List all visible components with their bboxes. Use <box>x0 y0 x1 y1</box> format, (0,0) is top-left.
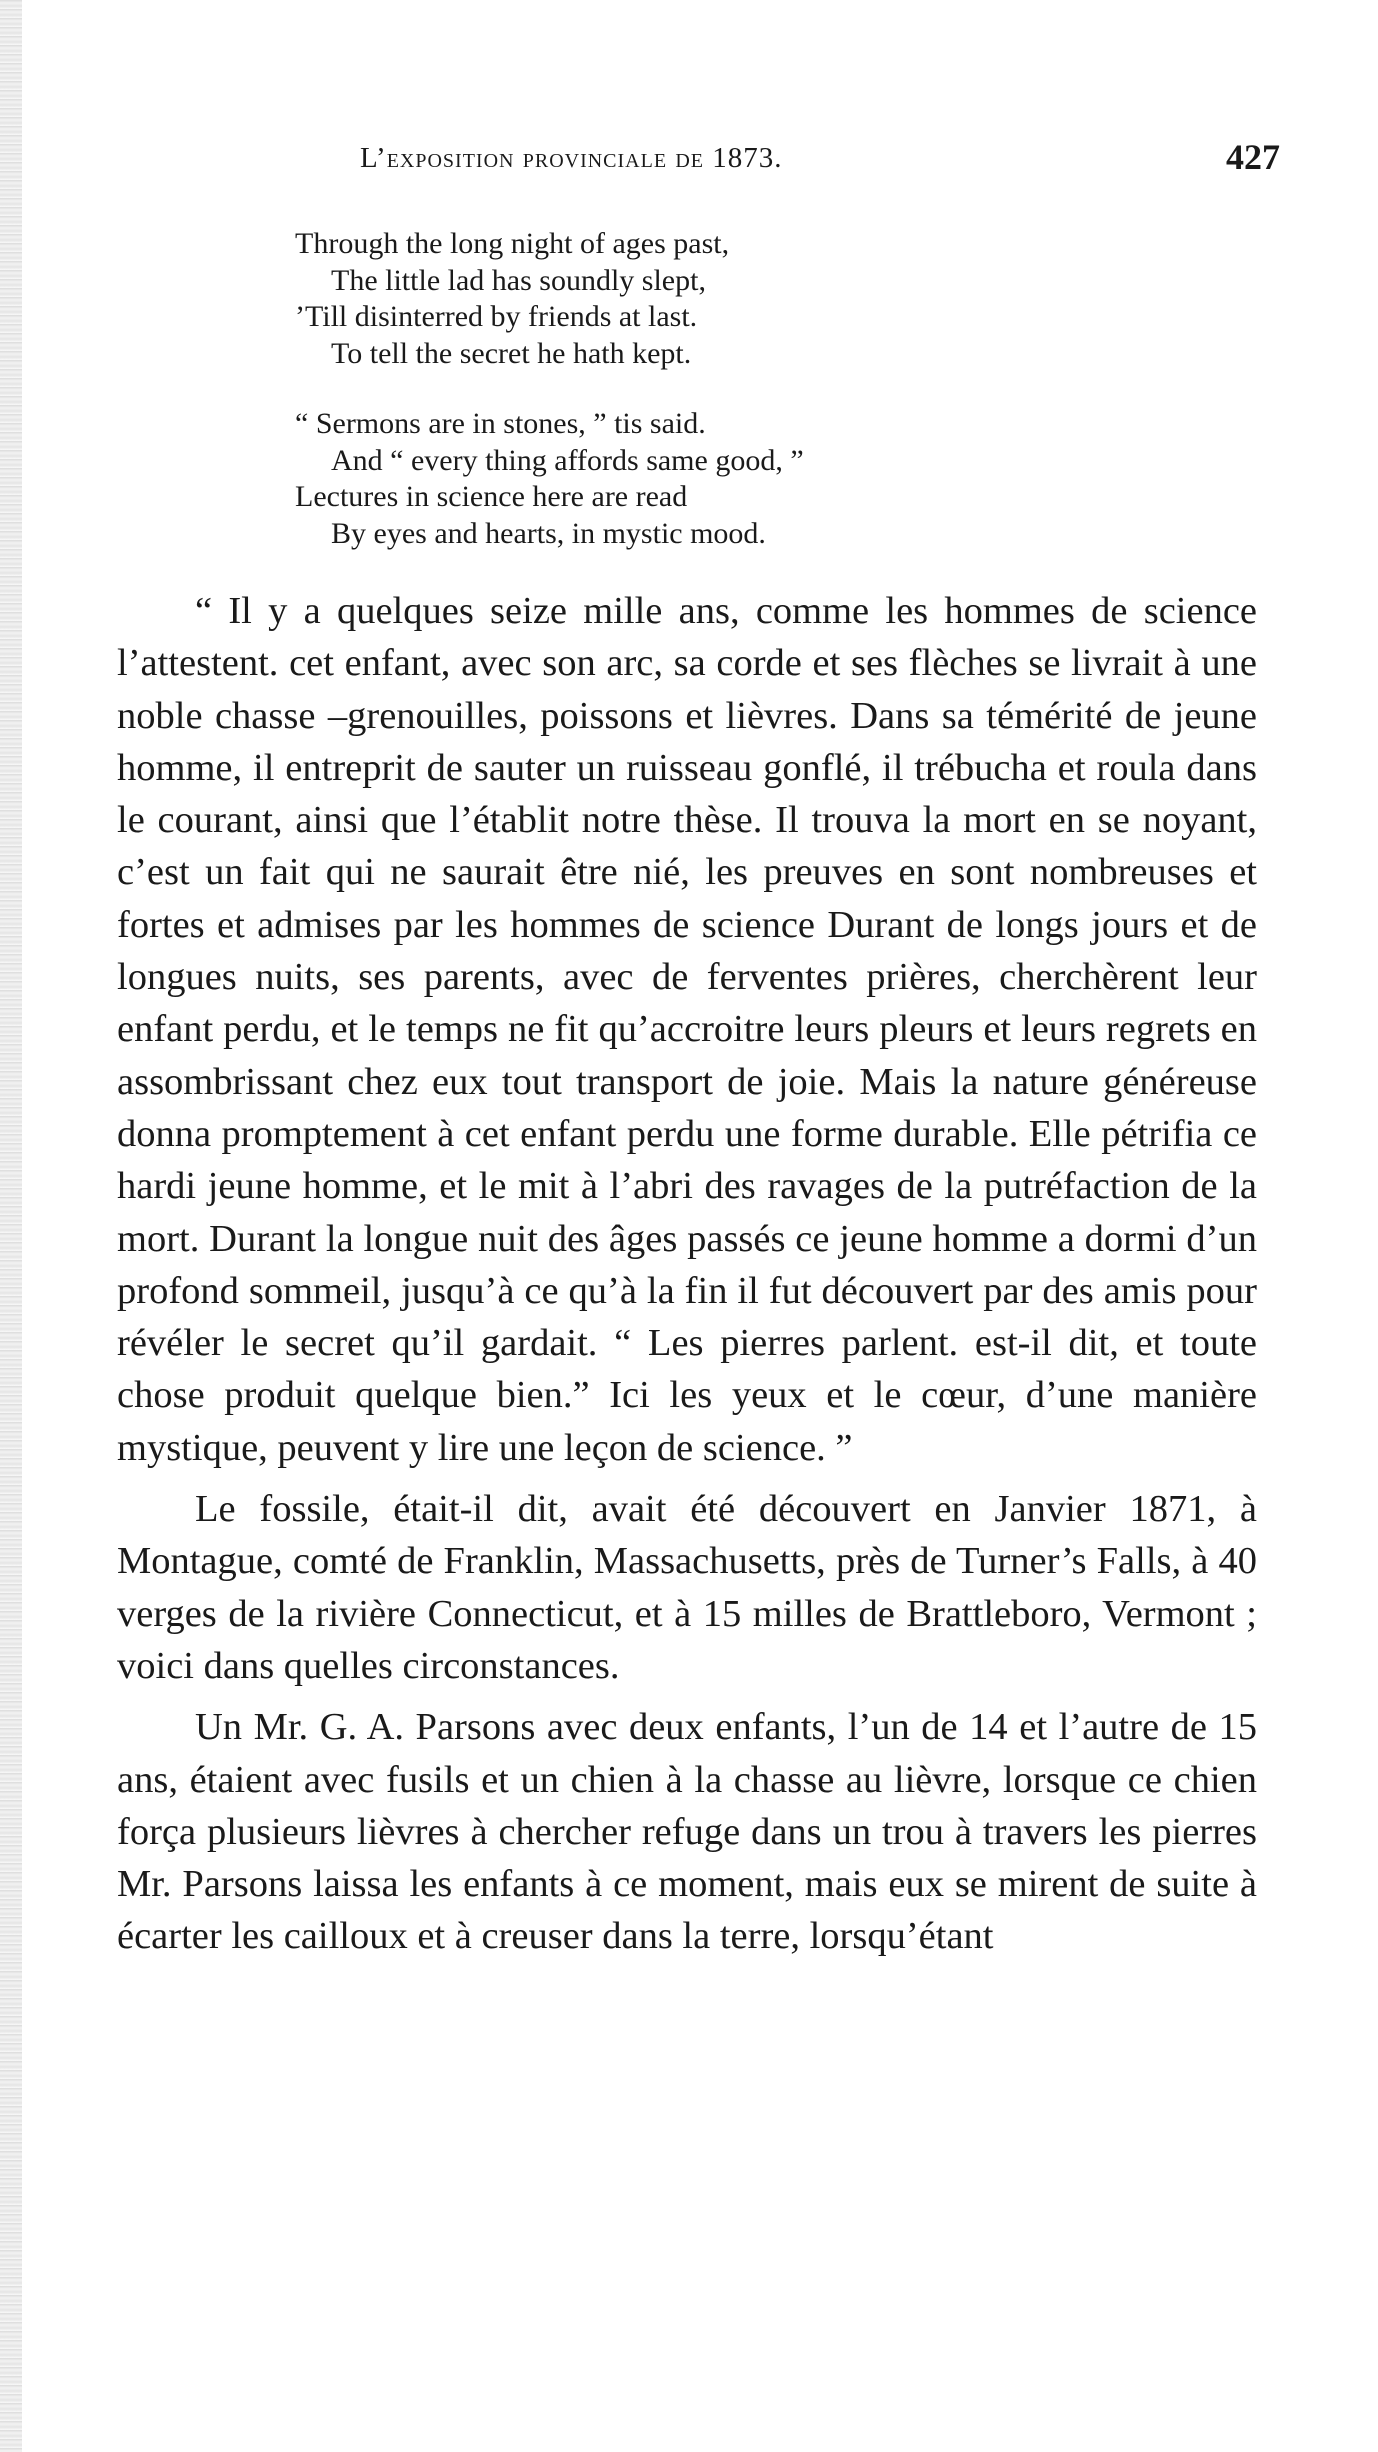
paragraph-translation: “ Il y a quelques seize mille ans, comme les hommes de science l’attestent. cet enfant, avec son arc, sa corde et ses flèches se livrait à une noble chasse –grenouilles, poissons et lièvres. Dans sa témérité de jeune homme, il entreprit de sauter un ruisseau gonflé, il trébucha et roula dans le courant, ainsi que l’établit notre thèse. Il trouva la mort en se noyant, c’est un fait qui ne saurait être nié, les preuves en sont nombreuses et fortes et admises par les hommes de science Durant de longs jours et de longues nuits, ses parents, avec de ferventes prières, cherchèrent leur enfant perdu, et le temps ne fit qu’accroitre leurs pleurs et leurs regrets en assombrissant chez eux tout transport de joie. Mais la nature généreuse donna promptement à cet enfant perdu une forme durable. Elle pétrifia ce hardi jeune homme, et le mit à l’abri des ravages de la putréfaction de la mort. Durant la longue nuit des âges passés ce jeune homme a dormi d’un profond sommeil, jusqu’à ce qu’à la fin il fut découvert par des amis pour révéler le secret qu’il gardait. “ Les pierres parlent. est-il dit, et toute chose produit quelque bien.” Ici les yeux et le cœur, d’une manière mystique, peuvent y lire une leçon de science. ” <box>117 590 1257 1469</box>
verse-line: “ Sermons are in stones, ” tis said. <box>295 407 706 440</box>
running-title: L’exposition provinciale de 1873. <box>360 142 783 174</box>
verse-line: The little lad has soundly slept, <box>331 263 706 297</box>
verse-line: By eyes and hearts, in mystic mood. <box>331 516 766 550</box>
verse-line: ’Till disinterred by friends at last. <box>295 300 698 333</box>
verse-line: And “ every thing affords same good, ” <box>331 443 804 477</box>
page-edge-shadow <box>0 0 22 2452</box>
body-text <box>117 585 1257 1972</box>
verse-stanza-1 <box>295 226 1055 372</box>
verse-line: To tell the secret he hath kept. <box>331 336 692 370</box>
paragraph-discovery: Le fossile, était-il dit, avait été découvert en Janvier 1871, à Montague, comté de Franklin, Massachusetts, près de Turner’s Falls, à 40 verges de la rivière Connecticut, et à 15 milles de Brattleboro, Vermont ; voici dans quelles circonstances. <box>117 1488 1257 1687</box>
paragraph-parsons: Un Mr. G. A. Parsons avec deux enfants, l’un de 14 et l’autre de 15 ans, étaient avec fusils et un chien à la chasse au lièvre, lorsque ce chien força plusieurs lièvres à chercher refuge dans un trou à travers les pierres Mr. Parsons laissa les enfants à ce moment, mais eux se mirent de suite à écarter les cailloux et à creuser dans la terre, lorsqu’étant <box>117 1706 1257 1958</box>
verse-line: Lectures in science here are read <box>295 480 688 513</box>
page-header <box>360 137 1280 192</box>
verse-line: Through the long night of ages past, <box>295 227 730 260</box>
page-number: 427 <box>1226 137 1280 177</box>
verse-stanza-2 <box>295 406 1055 552</box>
